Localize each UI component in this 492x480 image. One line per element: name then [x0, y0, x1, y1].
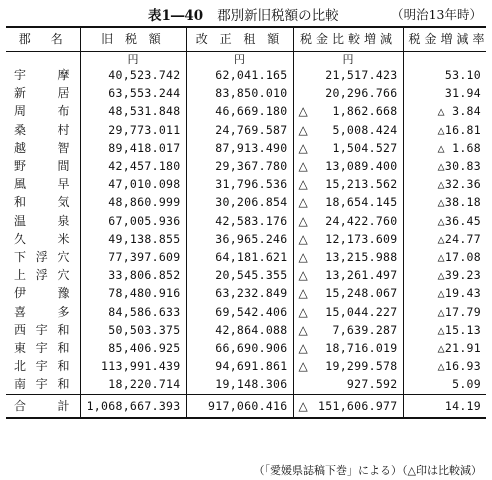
new-tax: 20,545.355: [186, 266, 293, 284]
table-row: [6, 303, 486, 321]
decrease-mark: △: [298, 250, 309, 265]
difference-value: 15,044.227: [325, 304, 398, 319]
change-rate: △16.81: [403, 121, 486, 139]
district-name: 新居: [14, 86, 70, 101]
title-row: [0, 4, 492, 24]
difference: [293, 357, 403, 375]
table-row: [6, 339, 486, 357]
difference-value: 24,422.760: [325, 213, 398, 228]
difference-value: 1,862.668: [332, 104, 398, 119]
decrease-mark: △: [298, 104, 309, 119]
new-tax: 83,850.010: [186, 84, 293, 102]
table-row: [6, 175, 486, 193]
district-name: 久米: [14, 231, 70, 246]
table-row: [6, 66, 486, 84]
change-rate: △21.91: [403, 339, 486, 357]
change-rate: △ 3.84: [403, 102, 486, 120]
old-tax: 50,503.375: [80, 321, 186, 339]
old-tax: 18,220.714: [80, 375, 186, 394]
table-body: [6, 52, 486, 395]
old-tax: 78,480.916: [80, 284, 186, 302]
new-tax: 94,691.861: [186, 357, 293, 375]
table-caption: 郡別新旧税額の比較: [217, 8, 339, 24]
total-new-tax: 917,060.416: [186, 394, 293, 418]
decrease-mark: △: [298, 195, 309, 210]
difference: [293, 102, 403, 120]
change-rate: 53.10: [403, 66, 486, 84]
decrease-mark: △: [298, 286, 309, 301]
change-rate: △17.08: [403, 248, 486, 266]
decrease-mark: △: [298, 140, 309, 155]
difference-value: 18,716.019: [325, 341, 398, 356]
change-rate: 5.09: [403, 375, 486, 394]
old-tax: 49,138.855: [80, 230, 186, 248]
district-name: 東宇和: [14, 341, 70, 356]
difference: [293, 321, 403, 339]
difference: [293, 284, 403, 302]
unit-row: [6, 52, 486, 67]
difference-value: 927.592: [346, 377, 398, 392]
district-name: 周布: [14, 104, 70, 119]
new-tax: 66,690.906: [186, 339, 293, 357]
difference: [293, 66, 403, 84]
table-row: [6, 157, 486, 175]
era-note: （明治13年時）: [391, 7, 482, 22]
table-row: [6, 266, 486, 284]
table-row: [6, 375, 486, 394]
decrease-mark: △: [298, 341, 309, 356]
difference-value: 20,296.766: [325, 86, 398, 101]
unit-cell: 円: [186, 52, 293, 67]
new-tax: 30,206.854: [186, 193, 293, 211]
difference-value: 7,639.287: [332, 322, 398, 337]
decrease-mark: △: [298, 322, 309, 337]
old-tax: 84,586.633: [80, 303, 186, 321]
difference: [293, 175, 403, 193]
difference-value: 13,215.988: [325, 250, 398, 265]
difference-value: 13,089.400: [325, 159, 398, 174]
table-title: [148, 4, 339, 24]
change-rate: △ 1.68: [403, 139, 486, 157]
district-name: 桑村: [14, 122, 70, 137]
table-row: [6, 321, 486, 339]
table-number: 表1―40: [148, 8, 204, 24]
old-tax: 40,523.742: [80, 66, 186, 84]
new-tax: 69,542.406: [186, 303, 293, 321]
table-row: [6, 121, 486, 139]
district-name: 野間: [14, 159, 70, 174]
change-rate: △32.36: [403, 175, 486, 193]
new-tax: 64,181.621: [186, 248, 293, 266]
old-tax: 67,005.936: [80, 212, 186, 230]
old-tax: 33,806.852: [80, 266, 186, 284]
decrease-mark: △: [298, 304, 309, 319]
table-row: [6, 212, 486, 230]
district-name: 南宇和: [14, 377, 70, 392]
district-name: 西宇和: [14, 322, 70, 337]
change-rate: △16.93: [403, 357, 486, 375]
table-row: [6, 230, 486, 248]
old-tax: 48,860.999: [80, 193, 186, 211]
district-name: 下浮穴: [14, 250, 70, 265]
difference: [293, 248, 403, 266]
table-row: [6, 248, 486, 266]
header-district: 郡 名: [6, 27, 80, 52]
total-label: 合計: [6, 394, 80, 418]
decrease-mark: △: [298, 359, 309, 374]
change-rate: △17.79: [403, 303, 486, 321]
difference-value: 13,261.497: [325, 268, 398, 283]
district-name: 伊豫: [14, 286, 70, 301]
total-row: [6, 394, 486, 418]
district-name: 和気: [14, 195, 70, 210]
difference-value: 5,008.424: [332, 122, 398, 137]
new-tax: 87,913.490: [186, 139, 293, 157]
old-tax: 89,418.017: [80, 139, 186, 157]
old-tax: 42,457.180: [80, 157, 186, 175]
district-name: 上浮穴: [14, 268, 70, 283]
new-tax: 29,367.780: [186, 157, 293, 175]
old-tax: 113,991.439: [80, 357, 186, 375]
new-tax: 19,148.306: [186, 375, 293, 394]
unit-cell: [403, 52, 486, 67]
table-row: [6, 357, 486, 375]
difference: [293, 121, 403, 139]
table-row: [6, 284, 486, 302]
header-old-tax: 旧 税 額: [80, 27, 186, 52]
total-rate: 14.19: [403, 394, 486, 418]
table-row: [6, 193, 486, 211]
difference-value: 15,213.562: [325, 177, 398, 192]
change-rate: △38.18: [403, 193, 486, 211]
difference: [293, 139, 403, 157]
header-rate: 税金増減率: [403, 27, 486, 52]
difference: [293, 193, 403, 211]
old-tax: 48,531.848: [80, 102, 186, 120]
new-tax: 42,583.176: [186, 212, 293, 230]
total-difference-value: 151,606.977: [318, 398, 398, 413]
decrease-mark: △: [298, 268, 309, 283]
total-difference: [293, 394, 403, 418]
table-row: [6, 139, 486, 157]
header-difference: 税金比較増減: [293, 27, 403, 52]
old-tax: 47,010.098: [80, 175, 186, 193]
difference-value: 19,299.578: [325, 359, 398, 374]
difference: [293, 212, 403, 230]
decrease-mark: △: [298, 177, 309, 192]
district-name: 越智: [14, 140, 70, 155]
difference: [293, 84, 403, 102]
difference-value: 21,517.423: [325, 68, 398, 82]
district-name: 風早: [14, 177, 70, 192]
difference: [293, 157, 403, 175]
new-tax: 42,864.088: [186, 321, 293, 339]
old-tax: 29,773.011: [80, 121, 186, 139]
district-name: 温泉: [14, 213, 70, 228]
difference-value: 18,654.145: [325, 195, 398, 210]
change-rate: △36.45: [403, 212, 486, 230]
new-tax: 63,232.849: [186, 284, 293, 302]
district-name: 北宇和: [14, 359, 70, 374]
old-tax: 85,406.925: [80, 339, 186, 357]
decrease-mark: △: [298, 213, 309, 228]
unit-cell: [6, 52, 80, 67]
unit-cell: 円: [293, 52, 403, 67]
new-tax: 62,041.165: [186, 66, 293, 84]
district-name: 宇摩: [14, 68, 70, 82]
difference: [293, 375, 403, 394]
change-rate: △30.83: [403, 157, 486, 175]
difference: [293, 303, 403, 321]
decrease-mark: △: [298, 159, 309, 174]
table-row: [6, 102, 486, 120]
difference-value: 15,248.067: [325, 286, 398, 301]
new-tax: 31,796.536: [186, 175, 293, 193]
difference-value: 1,504.527: [332, 140, 398, 155]
new-tax: 24,769.587: [186, 121, 293, 139]
total-old-tax: 1,068,667.393: [80, 394, 186, 418]
difference: [293, 230, 403, 248]
new-tax: 46,669.180: [186, 102, 293, 120]
unit-cell: 円: [80, 52, 186, 67]
change-rate: △24.77: [403, 230, 486, 248]
change-rate: △15.13: [403, 321, 486, 339]
header-new-tax: 改 正 租 額: [186, 27, 293, 52]
difference: [293, 339, 403, 357]
source-note: （「愛媛県誌稿下巻」による）（△印は比較減）: [253, 464, 482, 477]
new-tax: 36,965.246: [186, 230, 293, 248]
district-name: 喜多: [14, 304, 70, 319]
change-rate: △39.23: [403, 266, 486, 284]
difference-value: 12,173.609: [325, 231, 398, 246]
decrease-mark: △: [298, 398, 309, 413]
difference: [293, 266, 403, 284]
decrease-mark: △: [298, 231, 309, 246]
table-row: [6, 84, 486, 102]
old-tax: 63,553.244: [80, 84, 186, 102]
old-tax: 77,397.609: [80, 248, 186, 266]
change-rate: 31.94: [403, 84, 486, 102]
decrease-mark: △: [298, 122, 309, 137]
change-rate: △19.43: [403, 284, 486, 302]
tax-comparison-table: [6, 26, 489, 419]
header-row: [6, 27, 486, 52]
